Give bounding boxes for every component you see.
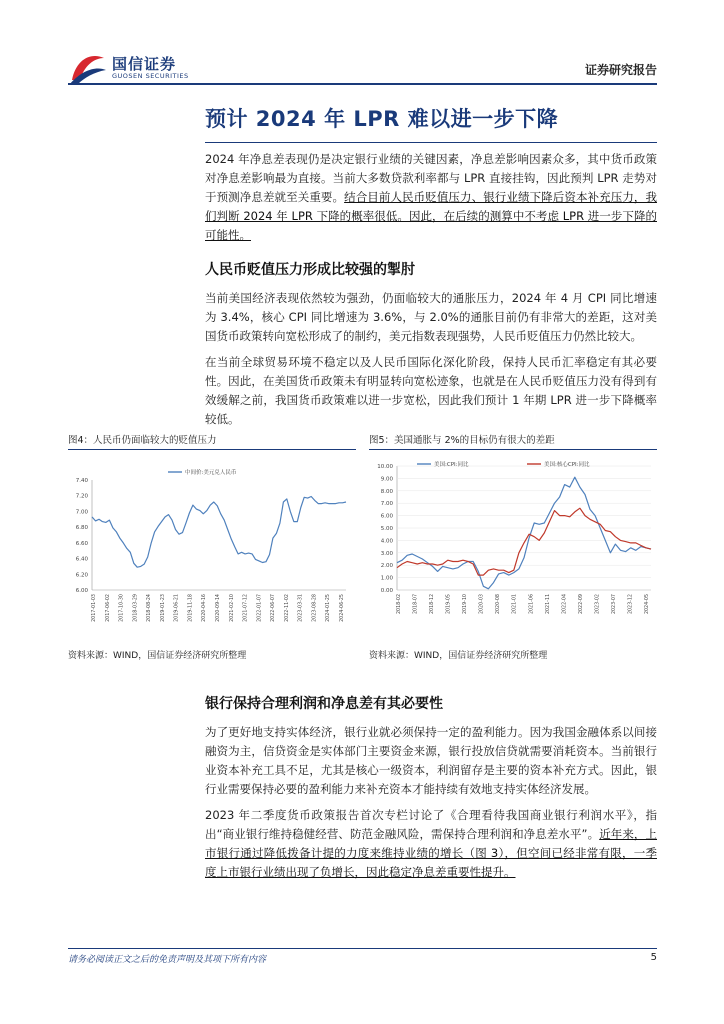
y-tick-label: 7.00 [380, 501, 393, 508]
main-content [205, 98, 657, 429]
y-tick-label: 4.00 [380, 538, 393, 545]
footer-disclaimer: 请务必阅读正文之后的免责声明及其项下所有内容 [68, 955, 267, 965]
brand-name-cn: 国信证券 [112, 55, 177, 73]
figure-4-title: 图4：人民币仍面临较大的贬值压力 [68, 432, 356, 450]
x-tick-label: 2021-07-12 [243, 594, 249, 622]
figure-5-title: 图5：美国通胀与 2%的目标仍有很大的差距 [369, 432, 657, 450]
intro-plain-text: 2024 年净息差表现仍是决定银行业绩的关键因素，净息差影响因素众多，其中货币政策对净息差影响最为直接。当前大多数贷款利率都与 LPR 直接挂钩，因此预判 LPR 走势对于预测净息差就至关重要。 [205, 152, 657, 204]
section2-underlined-text: 近年来，上市银行通过降低拨备计提的力度来维持业绩的增长（图 3），但空间已经非常有限，一季度上市银行业绩出现了负增长，因此稳定净息差重要性提升。 [205, 827, 658, 879]
y-tick-label: 7.40 [75, 478, 88, 484]
x-tick-label: 2019-01-23 [160, 594, 166, 622]
x-tick-label: 2023-08-28 [312, 594, 318, 622]
y-tick-label: 7.20 [75, 493, 88, 500]
x-tick-label: 2019-05 [446, 594, 452, 615]
figure-4-source: 资料来源：WIND，国信证券经济研究所整理 [68, 651, 247, 661]
section2-plain-text: 2023 年二季度货币政策报告首次专栏讨论了《合理看待我国商业银行利润水平》，指出“商业银行维持稳健经营、防范金融风险，需保持合理利润和净息差水平”。 [205, 808, 657, 841]
x-tick-label: 2022-06-07 [271, 594, 277, 622]
intro-underlined-text: 结合目前人民币贬值压力、银行业绩下降后资本补充压力，我们判断 2024 年 LPR 下降的概率很低。因此，在后续的测算中不考虑 LPR 进一步下降的可能性。 [205, 190, 658, 242]
figures-row [68, 432, 657, 662]
x-tick-label: 2021-02-10 [229, 594, 235, 622]
section2-content [205, 693, 657, 882]
x-tick-label: 2018-03-29 [133, 594, 139, 622]
x-tick-label: 2021-06 [529, 594, 535, 615]
x-tick-label: 2021-01 [512, 594, 518, 615]
y-tick-label: 2.00 [380, 563, 393, 570]
y-tick-label: 10.00 [377, 464, 393, 470]
y-tick-label: 7.00 [75, 509, 88, 516]
figure-5-source: 资料来源：WIND，国信证券经济研究所整理 [369, 651, 548, 661]
x-tick-label: 2022-11-02 [284, 594, 290, 622]
figure-4-chart [68, 450, 356, 646]
y-tick-label: 9.00 [380, 476, 393, 483]
intro-paragraph [205, 150, 657, 245]
series-line-1 [397, 477, 651, 589]
y-tick-label: 6.80 [75, 525, 88, 532]
y-tick-label: 6.00 [380, 513, 393, 520]
x-tick-label: 2018-02 [397, 594, 402, 615]
y-tick-label: 6.40 [75, 556, 88, 563]
x-tick-label: 2018-07 [413, 594, 419, 615]
x-tick-label: 2023-07 [611, 594, 617, 615]
legend-label: 中间价:美元兑人民币 [185, 470, 237, 476]
y-tick-label: 6.00 [75, 588, 88, 594]
y-tick-label: 0.00 [380, 588, 393, 594]
y-tick-label: 5.00 [380, 526, 393, 532]
x-tick-label: 2023-12 [628, 594, 634, 615]
x-tick-label: 2023-02 [595, 594, 601, 615]
header-divider [68, 83, 657, 85]
section1-paragraph-2: 在当前全球贸易环境不稳定以及人民币国际化深化阶段，保持人民币汇率稳定有其必要性。因此，在美国货币政策未有明显转向宽松迹象，也就是在人民币贬值压力没有得到有效缓解之前，我国货币政策难以进一步宽松，因此我们预计 1 年期 LPR 进一步下降概率较低。 [205, 355, 657, 426]
section1-heading: 人民币贬值压力形成比较强的掣肘 [205, 262, 415, 278]
x-tick-label: 2020-04-16 [202, 594, 208, 622]
brand-name-en: GUOSEN SECURITIES [112, 72, 189, 80]
x-tick-label: 2023-03-31 [298, 594, 304, 622]
y-tick-label: 1.00 [380, 575, 393, 582]
x-tick-label: 2020-09-14 [216, 594, 221, 622]
x-tick-label: 2024-06-25 [340, 594, 345, 622]
x-tick-label: 2020-08 [496, 594, 502, 615]
footer-divider [68, 948, 657, 949]
legend-label: 美国:核心CPI:同比 [544, 462, 590, 468]
x-tick-label: 2021-11 [545, 594, 551, 615]
y-tick-label: 6.20 [75, 572, 88, 579]
figure-4 [68, 432, 356, 662]
x-tick-label: 2017-10-30 [119, 594, 125, 622]
figure-5 [369, 432, 657, 662]
x-tick-label: 2017-06-02 [105, 594, 111, 622]
x-tick-label: 2019-11-18 [188, 594, 194, 622]
figure-5-chart [369, 450, 657, 646]
x-tick-label: 2017-01-03 [92, 594, 97, 622]
y-tick-label: 3.00 [380, 550, 393, 557]
x-tick-label: 2022-04 [562, 594, 568, 615]
page-title: 预计 2024 年 LPR 难以进一步下降 [205, 107, 559, 131]
x-tick-label: 2024-05 [645, 594, 650, 615]
title-divider [205, 142, 657, 143]
x-tick-label: 2020-03 [479, 594, 485, 615]
y-tick-label: 8.00 [380, 488, 393, 495]
report-type: 证券研究报告 [584, 63, 657, 77]
guosen-logo-mark-icon [68, 50, 108, 86]
legend-label: 美国:CPI:同比 [434, 462, 469, 468]
page-header [0, 0, 724, 90]
section1-paragraph-1: 当前美国经济表现依然较为强劲，仍面临较大的通胀压力，2024 年 4 月 CPI 同比增速为 3.4%，核心 CPI 同比增速为 3.6%，与 2.0%的通胀目前仍有非常大的差距，这对美国货币政策转向宽松形成了的制约，美元指数表现强势，人民币贬值压力仍然比较大。 [205, 291, 657, 343]
x-tick-label: 2022-09 [578, 594, 584, 615]
x-tick-label: 2024-01-25 [326, 594, 332, 622]
x-tick-label: 2019-10 [463, 594, 469, 615]
section2-paragraph-2 [205, 806, 657, 882]
x-tick-label: 2022-01-07 [257, 594, 263, 622]
guosen-logo [68, 50, 218, 86]
x-tick-label: 2018-08-24 [147, 594, 153, 622]
series-line-1 [92, 497, 346, 568]
x-tick-label: 2018-12 [430, 594, 436, 615]
x-tick-label: 2019-06-21 [174, 594, 180, 622]
y-tick-label: 6.60 [75, 540, 88, 547]
section2-heading: 银行保持合理利润和净息差有其必要性 [205, 696, 443, 712]
page-number: 5 [650, 952, 657, 963]
section2-paragraph-1: 为了更好地支持实体经济，银行业就必须保持一定的盈利能力。因为我国金融体系以间接融资为主，信贷资金是实体部门主要资金来源，银行投放信贷就需要消耗资本。当前银行业资本补充工具不足，尤其是核心一级资本，利润留存是主要的资本补充方式。因此，银行业需要保持必要的盈利能力来补充资本才能持续有效地支持实体经济发展。 [205, 725, 657, 796]
